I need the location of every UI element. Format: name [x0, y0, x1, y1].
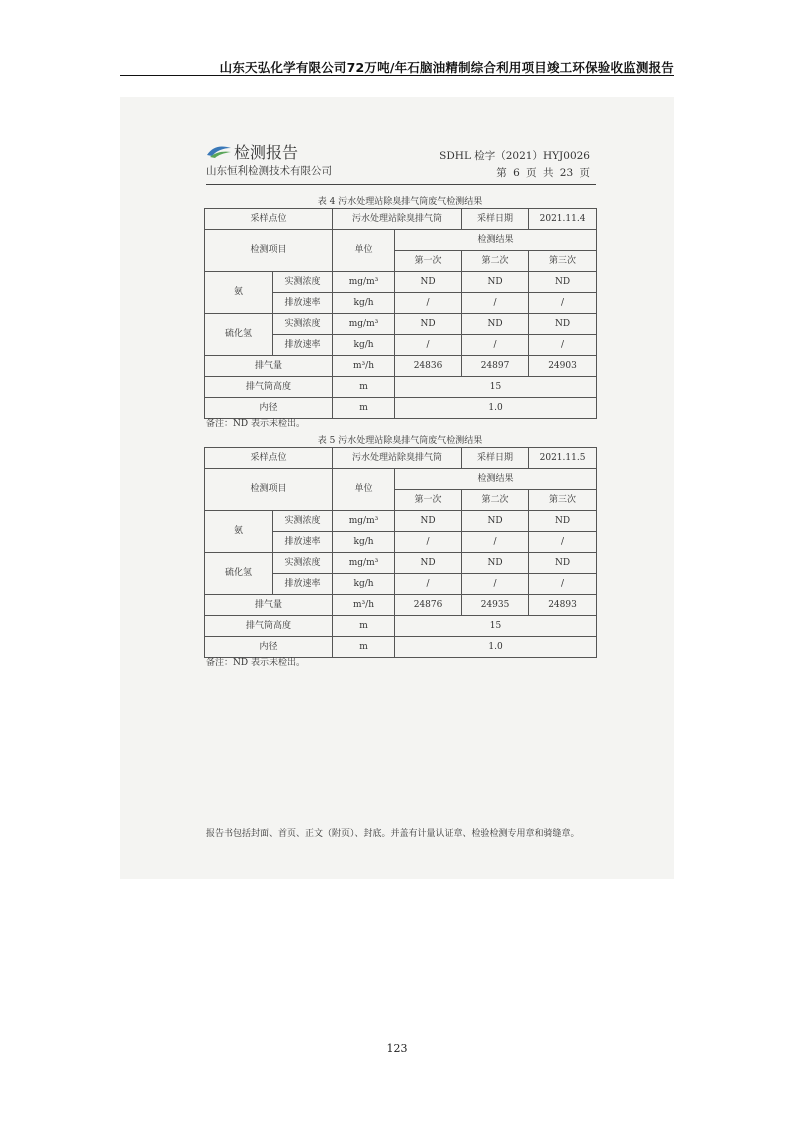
run-1-label: 第一次: [395, 490, 462, 511]
exhaust-unit: m³/h: [333, 356, 395, 377]
page-info: 第 6 页 共 23 页: [496, 167, 590, 179]
value-cell: /: [462, 293, 529, 314]
value-cell: 24876: [395, 595, 462, 616]
value-cell: 24935: [462, 595, 529, 616]
emission-rate-label: 排放速率: [273, 335, 333, 356]
test-item-label: 检测项目: [205, 230, 333, 272]
exhaust-volume-label: 排气量: [205, 595, 333, 616]
run-3-label: 第三次: [529, 490, 597, 511]
test-item-label: 检测项目: [205, 469, 333, 511]
conc-unit: mg/m³: [333, 511, 395, 532]
header-rule: [120, 75, 674, 76]
sampling-point-label: 采样点位: [205, 209, 333, 230]
rate-unit: kg/h: [333, 293, 395, 314]
value-cell: ND: [395, 553, 462, 574]
stack-height-label: 排气筒高度: [205, 616, 333, 637]
value-cell: 24897: [462, 356, 529, 377]
exhaust-unit: m³/h: [333, 595, 395, 616]
report-title: 检测报告: [234, 143, 299, 162]
measured-conc-label: 实测浓度: [273, 511, 333, 532]
value-cell: /: [462, 574, 529, 595]
run-2-label: 第二次: [462, 251, 529, 272]
value-cell: /: [529, 532, 597, 553]
table-row: [205, 314, 597, 335]
rate-unit: kg/h: [333, 532, 395, 553]
results-label: 检测结果: [395, 230, 597, 251]
table-row: [205, 595, 597, 616]
pollutant-name: 氨: [205, 272, 273, 314]
conc-unit: mg/m³: [333, 272, 395, 293]
table-row: [205, 511, 597, 532]
table-5-caption: 表 5 污水处理站除臭排气筒废气检测结果: [317, 436, 483, 446]
table-4-note: 备注：ND 表示未检出。: [206, 419, 305, 429]
stack-height-unit: m: [333, 377, 395, 398]
table-row: [205, 469, 597, 490]
report-code: SDHL 检字（2021）HYJ0026: [439, 150, 590, 162]
table-4-caption: 表 4 污水处理站除臭排气筒废气检测结果: [317, 197, 483, 207]
value-cell: ND: [462, 272, 529, 293]
value-cell: /: [462, 532, 529, 553]
pollutant-name: 硫化氢: [205, 553, 273, 595]
table-5-note: 备注：ND 表示未检出。: [206, 658, 305, 668]
results-label: 检测结果: [395, 469, 597, 490]
table-row: [205, 553, 597, 574]
inner-diameter-label: 内径: [205, 637, 333, 658]
table-row: [205, 230, 597, 251]
rate-unit: kg/h: [333, 335, 395, 356]
table-5: [204, 447, 597, 658]
value-cell: ND: [395, 511, 462, 532]
report-header-rule: [206, 184, 596, 185]
diameter-unit: m: [333, 637, 395, 658]
stack-height-value: 15: [395, 616, 597, 637]
value-cell: /: [395, 335, 462, 356]
table-row: [205, 272, 597, 293]
sampling-point-value: 污水处理站除臭排气筒: [333, 209, 462, 230]
table-row: [205, 377, 597, 398]
sampling-point-label: 采样点位: [205, 448, 333, 469]
inner-diameter-label: 内径: [205, 398, 333, 419]
emission-rate-label: 排放速率: [273, 532, 333, 553]
run-1-label: 第一次: [395, 251, 462, 272]
pollutant-name: 硫化氢: [205, 314, 273, 356]
emission-rate-label: 排放速率: [273, 574, 333, 595]
value-cell: ND: [462, 553, 529, 574]
table-row: [205, 448, 597, 469]
measured-conc-label: 实测浓度: [273, 272, 333, 293]
company-logo-icon: [206, 143, 232, 159]
value-cell: /: [395, 574, 462, 595]
sampling-point-value: 污水处理站除臭排气筒: [333, 448, 462, 469]
table-row: [205, 356, 597, 377]
run-2-label: 第二次: [462, 490, 529, 511]
stack-height-label: 排气筒高度: [205, 377, 333, 398]
conc-unit: mg/m³: [333, 553, 395, 574]
table-row: [205, 209, 597, 230]
sampling-date-value: 2021.11.4: [529, 209, 597, 230]
emission-rate-label: 排放速率: [273, 293, 333, 314]
value-cell: /: [529, 335, 597, 356]
value-cell: ND: [395, 272, 462, 293]
running-header: 山东天弘化学有限公司72万吨/年石脑油精制综合利用项目竣工环保验收监测报告: [219, 60, 674, 75]
value-cell: 24903: [529, 356, 597, 377]
diameter-value: 1.0: [395, 398, 597, 419]
scanned-report-page: [120, 97, 674, 879]
value-cell: /: [462, 335, 529, 356]
value-cell: ND: [529, 511, 597, 532]
pollutant-name: 氨: [205, 511, 273, 553]
value-cell: /: [395, 293, 462, 314]
diameter-value: 1.0: [395, 637, 597, 658]
stack-height-value: 15: [395, 377, 597, 398]
diameter-unit: m: [333, 398, 395, 419]
sampling-date-label: 采样日期: [462, 209, 529, 230]
exhaust-volume-label: 排气量: [205, 356, 333, 377]
value-cell: /: [395, 532, 462, 553]
value-cell: 24836: [395, 356, 462, 377]
sampling-date-value: 2021.11.5: [529, 448, 597, 469]
measured-conc-label: 实测浓度: [273, 314, 333, 335]
stack-height-unit: m: [333, 616, 395, 637]
value-cell: 24893: [529, 595, 597, 616]
run-3-label: 第三次: [529, 251, 597, 272]
value-cell: ND: [395, 314, 462, 335]
value-cell: /: [529, 293, 597, 314]
page-number: 123: [386, 1042, 408, 1055]
rate-unit: kg/h: [333, 574, 395, 595]
unit-label: 单位: [333, 469, 395, 511]
testing-company: 山东恒利检测技术有限公司: [206, 165, 332, 177]
sampling-date-label: 采样日期: [462, 448, 529, 469]
table-row: [205, 616, 597, 637]
value-cell: ND: [529, 314, 597, 335]
value-cell: ND: [462, 314, 529, 335]
value-cell: ND: [529, 272, 597, 293]
value-cell: ND: [462, 511, 529, 532]
value-cell: ND: [529, 553, 597, 574]
measured-conc-label: 实测浓度: [273, 553, 333, 574]
report-footer-note: 报告书包括封面、首页、正文（附页）、封底。并盖有计量认证章、检验检测专用章和骑缝章。: [206, 829, 580, 839]
conc-unit: mg/m³: [333, 314, 395, 335]
unit-label: 单位: [333, 230, 395, 272]
table-4: [204, 208, 597, 419]
value-cell: /: [529, 574, 597, 595]
